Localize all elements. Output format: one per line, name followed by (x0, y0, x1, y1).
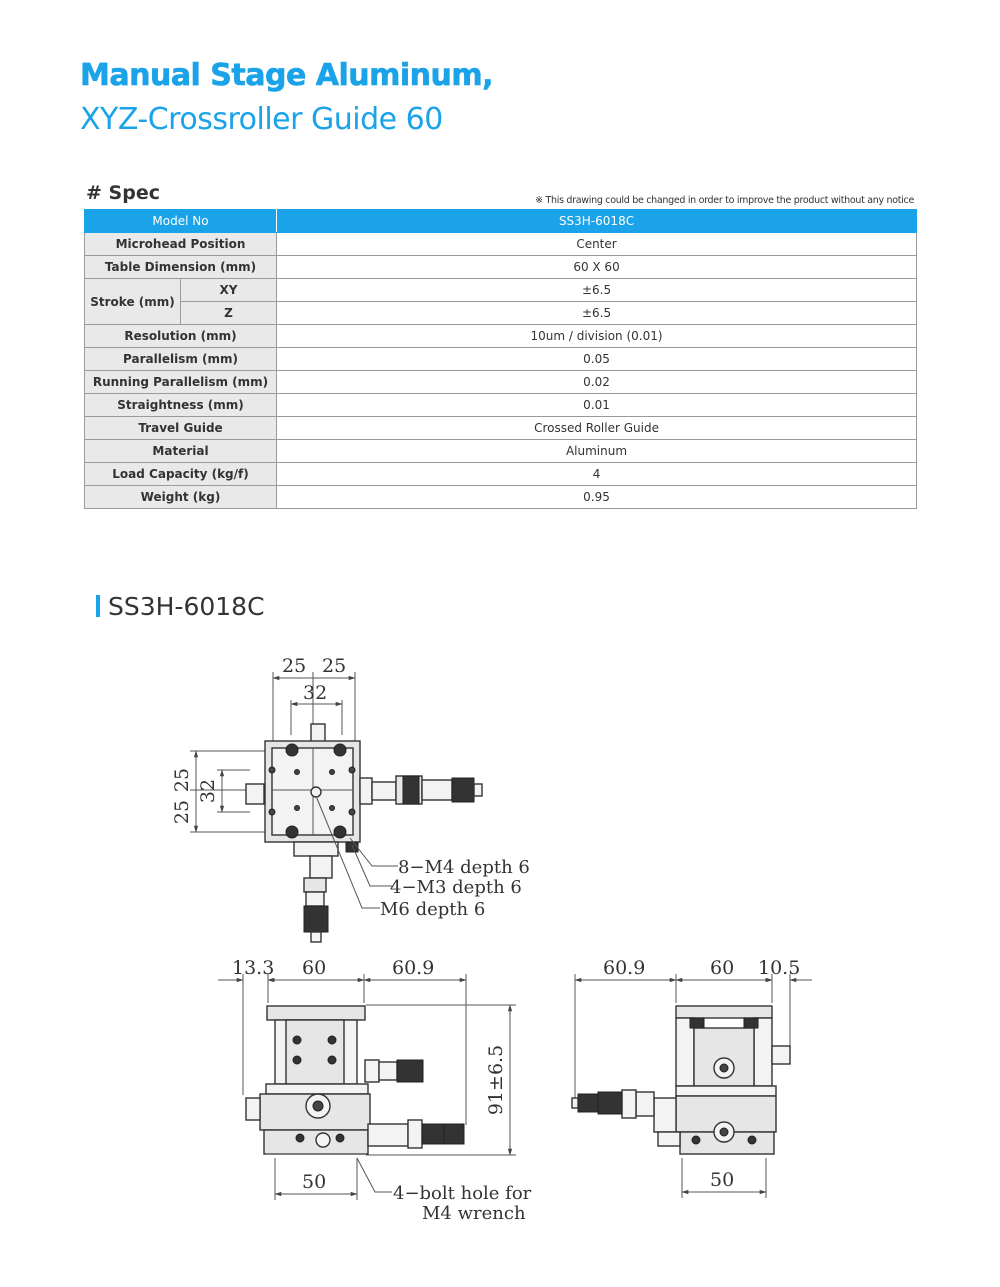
spec-value: Crossed Roller Guide (277, 417, 917, 440)
model-no-label: Model No (85, 210, 277, 233)
spec-value: 60 X 60 (277, 256, 917, 279)
stroke-label: Stroke (mm) (85, 279, 181, 325)
front-dim-height: 91±6.5 (485, 1044, 507, 1116)
spec-value: Aluminum (277, 440, 917, 463)
top-view (171, 655, 530, 942)
stroke-z-label: Z (181, 302, 277, 325)
side-view (572, 957, 812, 1198)
spec-value: 4 (277, 463, 917, 486)
spec-value: 10um / division (0.01) (277, 325, 917, 348)
spec-label: Parallelism (mm) (85, 348, 277, 371)
stroke-xy-label: XY (181, 279, 277, 302)
note-bolt-hole: 4−bolt hole for (393, 1183, 532, 1204)
note-m4-depth: 8−M4 depth 6 (398, 857, 530, 878)
stroke-xy-value: ±6.5 (277, 279, 917, 302)
drawing-heading-text: SS3H-6018C (108, 592, 265, 621)
dim-top-right: 25 (322, 655, 347, 677)
front-dim-mid: 60 (302, 957, 327, 979)
note-m6-depth: M6 depth 6 (380, 899, 486, 920)
front-dim-left: 13.3 (232, 957, 275, 979)
stroke-z-value: ±6.5 (277, 302, 917, 325)
side-dim-left: 60.9 (603, 957, 646, 979)
spec-label: Load Capacity (kg/f) (85, 463, 277, 486)
spec-label: Straightness (mm) (85, 394, 277, 417)
side-dim-mid: 60 (710, 957, 735, 979)
spec-label: Microhead Position (85, 233, 277, 256)
dim-left-bottom: 25 (171, 799, 193, 825)
note-m3-depth: 4−M3 depth 6 (390, 877, 522, 898)
spec-label: Material (85, 440, 277, 463)
spec-value: 0.02 (277, 371, 917, 394)
drawing-notice: ※ This drawing could be changed in order to improve the product without any notice (535, 195, 914, 206)
spec-label: Resolution (mm) (85, 325, 277, 348)
side-dim-right: 10.5 (758, 957, 801, 979)
front-dim-right: 60.9 (392, 957, 435, 979)
note-wrench: M4 wrench (422, 1203, 526, 1224)
spec-label: Weight (kg) (85, 486, 277, 509)
dim-top-left: 25 (282, 655, 307, 677)
model-no-value: SS3H-6018C (277, 210, 917, 233)
spec-value: Center (277, 233, 917, 256)
front-dim-bottom: 50 (302, 1171, 327, 1193)
dim-left-top: 25 (171, 767, 193, 793)
spec-heading: # Spec (86, 182, 160, 204)
dim-left-inner: 32 (197, 778, 219, 804)
page-title: Manual Stage Aluminum, (80, 58, 494, 93)
spec-value: 0.01 (277, 394, 917, 417)
spec-label: Travel Guide (85, 417, 277, 440)
page-subtitle: XYZ-Crossroller Guide 60 (80, 102, 443, 137)
side-dim-bottom: 50 (710, 1169, 735, 1191)
spec-value: 0.95 (277, 486, 917, 509)
spec-label: Running Parallelism (mm) (85, 371, 277, 394)
spec-value: 0.05 (277, 348, 917, 371)
dim-top-inner: 32 (303, 682, 328, 704)
front-view (218, 957, 532, 1224)
spec-label: Table Dimension (mm) (85, 256, 277, 279)
